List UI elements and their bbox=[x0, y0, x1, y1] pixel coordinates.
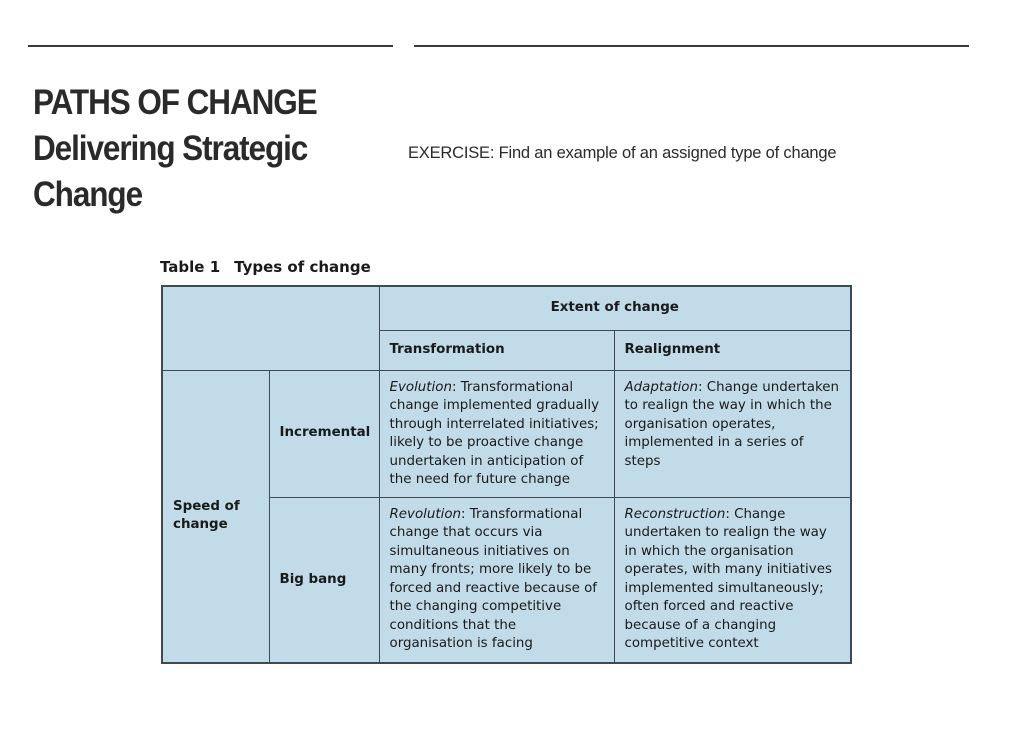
revolution-description: : Transformational change that occurs via simultaneous initiatives on many fronts; more likely to be forced and reactive because of the changing competitive conditions that the organisation is facing bbox=[389, 506, 598, 651]
title-line-3: Change bbox=[33, 175, 143, 214]
evolution-term: Evolution bbox=[389, 379, 452, 395]
evolution-description: : Transformational change implemented gradually through interrelated initiatives; likely to be proactive change undertaken in anticipation of the need for future change bbox=[389, 379, 600, 487]
table-row bbox=[162, 370, 851, 497]
evolution-cell bbox=[379, 370, 614, 497]
types-of-change-table bbox=[161, 285, 852, 664]
big-bang-label: Big bang bbox=[269, 497, 379, 663]
top-rule-left bbox=[28, 45, 393, 47]
adaptation-term: Adaptation bbox=[624, 379, 698, 395]
exercise-instruction: EXERCISE: Find an example of an assigned type of change bbox=[408, 144, 837, 162]
table-caption bbox=[160, 258, 371, 276]
incremental-label: Incremental bbox=[269, 370, 379, 497]
extent-of-change-header: Extent of change bbox=[379, 286, 851, 330]
speed-of-change-label: Speed of change bbox=[162, 370, 269, 663]
title-line-1: PATHS OF CHANGE bbox=[33, 83, 317, 122]
adaptation-cell bbox=[614, 370, 851, 497]
title-line-2: Delivering Strategic bbox=[33, 129, 308, 168]
reconstruction-description: : Change undertaken to realign the way in which the organisation operates, with many initiatives implemented simultaneously; often forced and reactive because of a changing competitive context bbox=[624, 506, 832, 651]
table-caption-number: Table 1 bbox=[160, 258, 221, 276]
page-title bbox=[33, 80, 357, 218]
table-row bbox=[162, 286, 851, 330]
reconstruction-term: Reconstruction bbox=[624, 506, 726, 522]
transformation-header: Transformation bbox=[379, 330, 614, 370]
revolution-term: Revolution bbox=[389, 506, 462, 522]
empty-corner-cell bbox=[162, 286, 379, 370]
table-caption-title: Types of change bbox=[234, 258, 371, 276]
realignment-header: Realignment bbox=[614, 330, 851, 370]
reconstruction-cell bbox=[614, 497, 851, 663]
top-rule-right bbox=[414, 45, 969, 47]
revolution-cell bbox=[379, 497, 614, 663]
adaptation-description: : Change undertaken to realign the way in which the organisation operates, implemented in a series of steps bbox=[624, 379, 839, 469]
